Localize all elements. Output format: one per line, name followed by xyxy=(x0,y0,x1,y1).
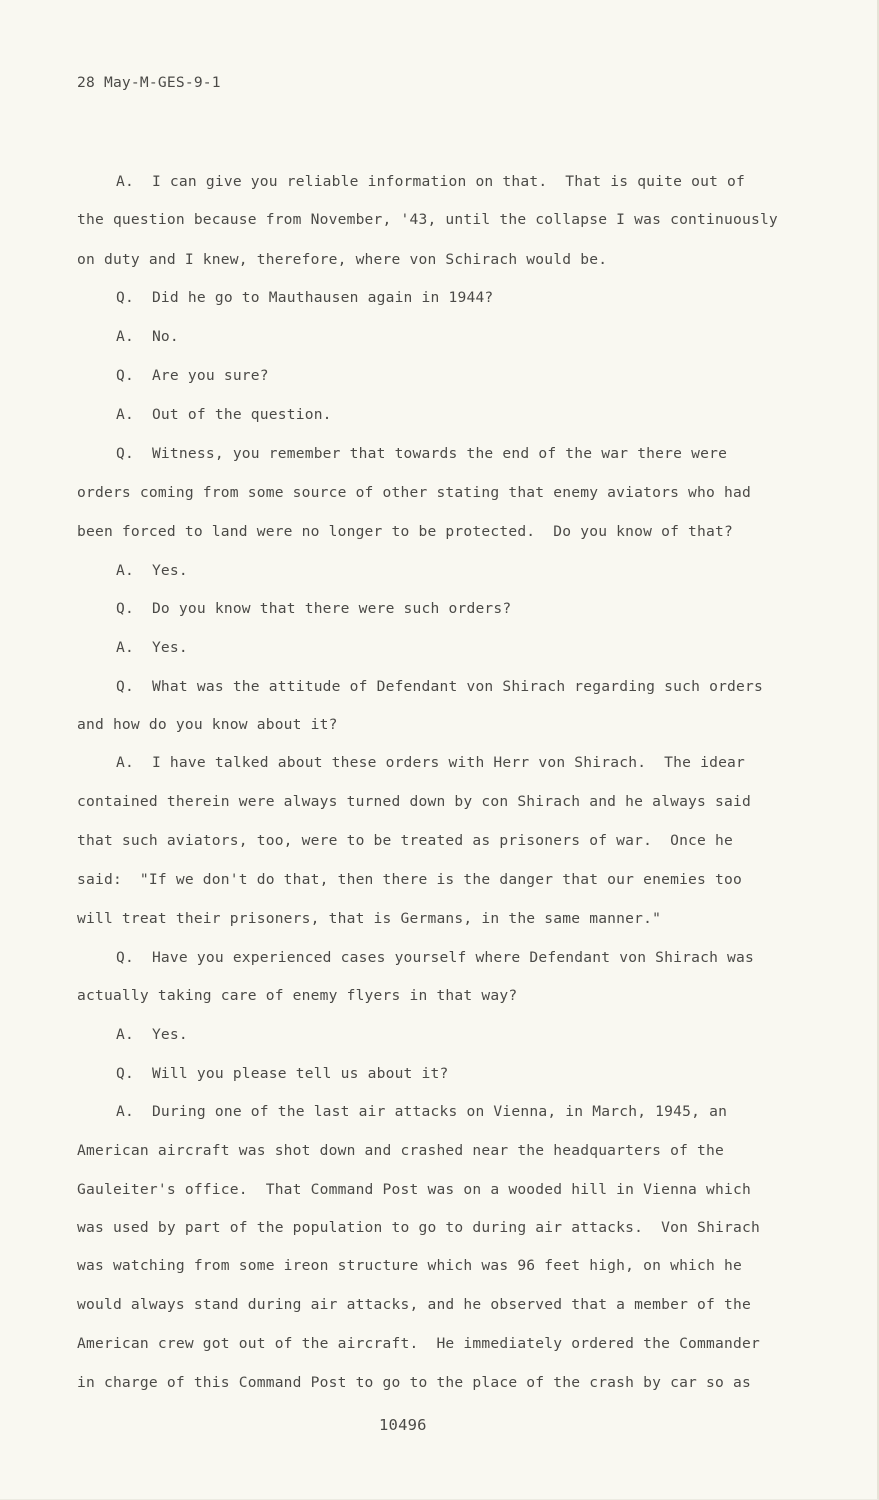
text-line: Q. Do you know that there were such orders? xyxy=(116,600,512,617)
text-line: in charge of this Command Post to go to the place of the crash by car so as xyxy=(77,1374,751,1391)
text-line: orders coming from some source of other stating that enemy aviators who had xyxy=(77,484,751,501)
text-line: that such aviators, too, were to be treated as prisoners of war. Once he xyxy=(77,832,733,849)
text-line: Q. Have you experienced cases yourself where Defendant von Shirach was xyxy=(116,949,755,966)
text-line: the question because from November, '43, until the collapse I was continuously xyxy=(77,211,778,228)
text-line: A. Yes. xyxy=(116,1026,188,1043)
text-line: contained therein were always turned down by con Shirach and he always said xyxy=(77,793,751,810)
text-line: A. I can give you reliable information on that. That is quite out of xyxy=(116,173,746,190)
text-line: would always stand during air attacks, and he observed that a member of the xyxy=(77,1296,751,1313)
text-line: American aircraft was shot down and crashed near the headquarters of the xyxy=(77,1142,725,1159)
text-line: actually taking care of enemy flyers in that way? xyxy=(77,987,518,1004)
text-line: A. Yes. xyxy=(116,639,188,656)
text-line: A. No. xyxy=(116,328,179,345)
text-line: was used by part of the population to go to during air attacks. Von Shirach xyxy=(77,1219,760,1236)
text-line: Gauleiter's office. That Command Post was on a wooded hill in Vienna which xyxy=(77,1181,751,1198)
text-line: Q. Did he go to Mauthausen again in 1944? xyxy=(116,289,494,306)
text-line: Q. Are you sure? xyxy=(116,367,269,384)
page-number: 10496 xyxy=(379,1416,427,1434)
text-line: was watching from some ireon structure which was 96 feet high, on which he xyxy=(77,1257,742,1274)
text-line: will treat their prisoners, that is Germans, in the same manner." xyxy=(77,910,662,927)
text-line: been forced to land were no longer to be protected. Do you know of that? xyxy=(77,523,733,540)
text-line: A. Yes. xyxy=(116,562,188,579)
text-line: said: "If we don't do that, then there is the danger that our enemies too xyxy=(77,871,742,888)
text-line: A. Out of the question. xyxy=(116,406,332,423)
text-line: and how do you know about it? xyxy=(77,716,338,733)
text-line: on duty and I knew, therefore, where von Schirach would be. xyxy=(77,251,608,268)
text-line: Q. Will you please tell us about it? xyxy=(116,1065,449,1082)
document-reference: 28 May-M-GES-9-1 xyxy=(77,74,221,91)
text-line: Q. What was the attitude of Defendant von Shirach regarding such orders xyxy=(116,678,764,695)
text-line: A. During one of the last air attacks on Vienna, in March, 1945, an xyxy=(116,1103,728,1120)
text-line: American crew got out of the aircraft. He immediately ordered the Commander xyxy=(77,1335,760,1352)
text-line: Q. Witness, you remember that towards the end of the war there were xyxy=(116,445,728,462)
text-line: A. I have talked about these orders with Herr von Shirach. The idear xyxy=(116,754,746,771)
